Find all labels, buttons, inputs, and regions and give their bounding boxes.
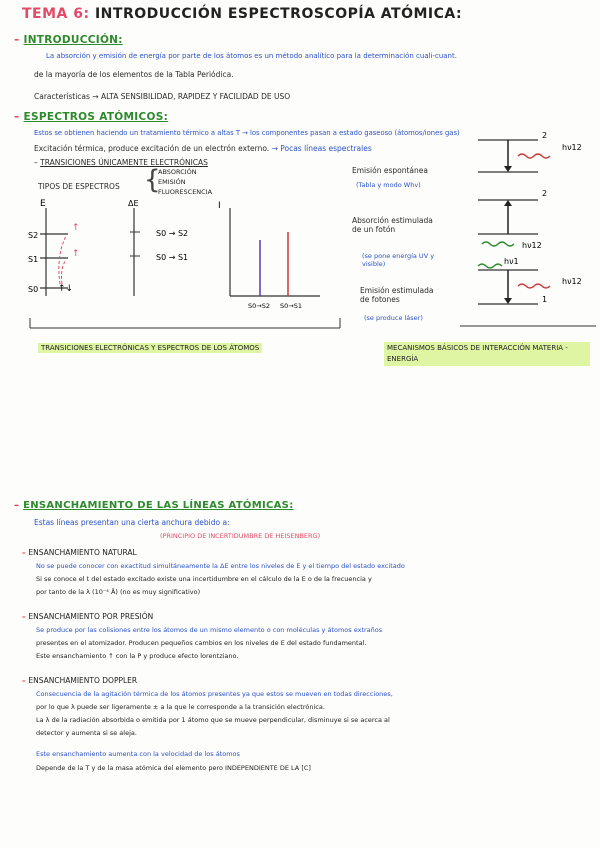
ensanch-intro: Estas líneas presentan una cierta anchura debido a:	[34, 518, 230, 527]
s2-label: S2	[28, 231, 39, 240]
estimulada-label: Emisión estimulada de fotones	[360, 286, 434, 304]
peak-s0s2-label: S0→S2	[248, 302, 270, 310]
absorcion-label: Absorción estimulada de un fotón	[352, 216, 433, 234]
stimulated-photon-out	[518, 284, 550, 288]
espectros-line-3: – TRANSICIONES ÚNICAMENTE ELECTRÓNICAS	[34, 158, 208, 167]
espectros-line-1: Estos se obtienen haciendo un tratamiento térmico a altas T → los componentes pasan a estado gaseoso (átomos/iones gas)	[34, 129, 460, 137]
svg-text:1: 1	[542, 295, 548, 304]
absorption-photon	[482, 242, 514, 246]
final-line-2: Depende de la T y de la masa atómica del elemento pero INDEPENDIENTE DE LA [C]	[36, 764, 311, 772]
e-axis-label: E	[40, 199, 46, 209]
transition-arrow-s1	[62, 260, 67, 284]
espectros-line-2: Excitación térmica, produce excitación de un electrón externo. → Pocas líneas espectrales	[34, 144, 372, 153]
intro-heading: – INTRODUCCIÓN:	[14, 34, 123, 46]
arrow-s1-mark: ↑	[72, 249, 80, 259]
natural-heading: – ENSANCHAMIENTO NATURAL	[22, 548, 137, 557]
emission-photon	[518, 154, 550, 158]
presion-line-3: Este ensanchamiento ↑ con la P y produce efecto lorentziano.	[36, 652, 239, 660]
page-title	[22, 6, 462, 22]
ground-electrons: ↑↓	[58, 284, 74, 294]
intro-line-1: La absorción y emisión de energía por parte de los átomos es un método analítico para la determinación cuali-cuant.	[46, 52, 457, 60]
estimulada-sub: (se produce láser)	[364, 314, 423, 322]
stimulated-hv1: hν1	[504, 257, 519, 266]
natural-line-3: por tanto de la λ (10⁻⁴ Å) (no es muy significativo)	[36, 588, 201, 596]
ensanch-heading: – ENSANCHAMIENTO DE LAS LÍNEAS ATÓMICAS:	[14, 500, 294, 511]
energy-diagrams	[20, 196, 350, 346]
intro-line-2: de la mayoría de los elementos de la Tabla Periódica.	[34, 70, 234, 79]
doppler-line-4: detector y aumenta si se aleja.	[36, 729, 137, 737]
mechanism-diagrams	[458, 126, 598, 336]
de-axis-label: ΔE	[128, 199, 139, 208]
ensanch-intro-2: (PRINCIPIO DE INCERTIDUMBRE DE HEISENBERG)	[160, 532, 321, 540]
intro-line-3: Características → ALTA SENSIBILIDAD, RAPIDEZ Y FACILIDAD DE USO	[34, 92, 291, 101]
emision-label: Emisión espontánea	[352, 166, 428, 175]
natural-line-1: No se puede conocer con exactitud simultáneamente la ΔE entre los niveles de E y el tiempo del estado excitado	[36, 562, 405, 570]
transition-arrow-s2	[59, 236, 66, 284]
tipo-absorcion: ABSORCIÓN	[158, 168, 197, 176]
svg-text:2: 2	[542, 189, 548, 198]
s0s2-label: S0 → S2	[156, 229, 189, 238]
tipo-fluorescencia: FLUORESCENCIA	[158, 188, 213, 196]
doppler-line-2: por lo que λ puede ser ligeramente ± a la que le corresponde a la transición electrónica.	[36, 703, 325, 711]
title-number: TEMA 6:	[22, 6, 90, 22]
tipos-label: TIPOS DE ESPECTROS	[38, 182, 120, 191]
s0-label: S0	[28, 285, 39, 294]
arrow-s2-mark: ↑	[72, 223, 80, 233]
i-axis-label: I	[218, 201, 221, 211]
doppler-line-3: La λ de la radiación absorbida o emitida por 1 átomo que se mueve perpendicular, disminuye si se acerca al	[36, 716, 390, 724]
tipo-emision: EMISIÓN	[158, 178, 186, 186]
mecanismos-footer: MECANISMOS BÁSICOS DE INTERACCIÓN MATERIA - ENERGÍA	[384, 342, 590, 366]
final-line-1: Este ensanchamiento aumenta con la velocidad de los átomos	[36, 750, 240, 758]
presion-line-1: Se produce por las colisiones entre los átomos de un mismo elemento o con moléculas y átomos extraños	[36, 626, 383, 634]
espectros-footer: TRANSICIONES ELECTRÓNICAS Y ESPECTROS DE LOS ÁTOMOS	[38, 343, 262, 353]
s1-label: S1	[28, 255, 39, 264]
doppler-heading: – ENSANCHAMIENTO DOPPLER	[22, 676, 138, 685]
espectros-heading: – ESPECTROS ATÓMICOS:	[14, 111, 169, 123]
svg-text:2: 2	[542, 131, 548, 140]
emision-sub: (Tabla y modo Whv)	[356, 181, 421, 189]
peak-s0s1-label: S0→S1	[280, 302, 302, 310]
presion-heading: – ENSANCHAMIENTO POR PRESIÓN	[22, 612, 154, 621]
stimulated-photon-in	[478, 264, 502, 268]
title-text: INTRODUCCIÓN ESPECTROSCOPÍA ATÓMICA:	[94, 6, 463, 22]
absorcion-sub: (se pone energía UV y visible)	[362, 252, 435, 268]
tipos-list: { ABSORCIÓN EMISIÓN FLUORESCENCIA	[144, 165, 213, 196]
absorption-hv: hν12	[522, 241, 542, 250]
emission-hv: hν12	[562, 143, 582, 152]
doppler-line-1: Consecuencia de la agitación térmica de los átomos presentes ya que estos se mueven en todas direcciones,	[36, 690, 393, 698]
natural-line-2: Si se conoce el t del estado excitado existe una incertidumbre en el cálculo de la E o de la frecuencia y	[36, 575, 372, 583]
stimulated-hv12: hν12	[562, 277, 582, 286]
s0s1-label: S0 → S1	[156, 253, 189, 262]
presion-line-2: presentes en el atomizador. Producen pequeños cambios en los niveles de E del estado fundamental.	[36, 639, 367, 647]
